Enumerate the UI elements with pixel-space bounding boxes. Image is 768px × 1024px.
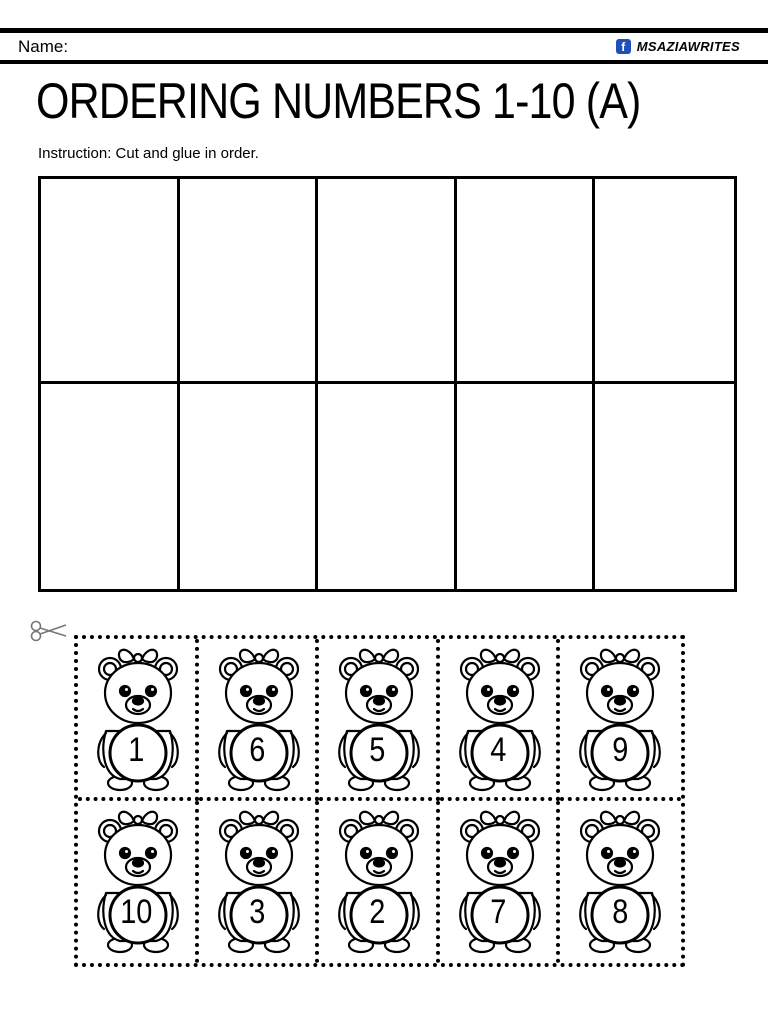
answer-cell (595, 179, 734, 384)
scissors-icon (30, 620, 68, 642)
card-number: 2 (369, 893, 386, 931)
number-card[interactable] (199, 639, 320, 801)
answer-cell (318, 179, 457, 384)
bear-icon (572, 805, 668, 957)
number-card[interactable] (560, 639, 681, 801)
bear-icon (90, 805, 186, 957)
brand-text: MSAZIAWRITES (636, 39, 740, 54)
card-number: 6 (248, 731, 265, 769)
header-bottom-rule (0, 60, 768, 64)
answer-cell (595, 384, 734, 589)
card-number: 5 (369, 731, 386, 769)
number-card[interactable] (440, 639, 561, 801)
bear-icon (331, 805, 427, 957)
number-card[interactable] (78, 639, 199, 801)
answer-cell (41, 384, 180, 589)
header-bar (0, 33, 768, 60)
facebook-icon: f (616, 39, 631, 54)
card-number: 3 (248, 893, 265, 931)
cutout-grid (74, 635, 685, 967)
answer-cell (457, 384, 596, 589)
bear-icon (572, 643, 668, 795)
card-number: 10 (120, 893, 153, 931)
answer-grid (38, 176, 737, 592)
bear-icon (452, 805, 548, 957)
card-number: 9 (612, 731, 629, 769)
bear-icon (211, 805, 307, 957)
card-number: 7 (490, 893, 507, 931)
bear-icon (211, 643, 307, 795)
instruction-text: Instruction: Cut and glue in order. (38, 145, 259, 162)
brand (616, 39, 740, 54)
answer-cell (318, 384, 457, 589)
number-card[interactable] (78, 801, 199, 963)
page-title: ORDERING NUMBERS 1-10 (A) (36, 73, 641, 129)
answer-cell (457, 179, 596, 384)
card-number: 8 (612, 893, 629, 931)
name-label: Name: (18, 36, 69, 56)
answer-cell (41, 179, 180, 384)
number-card[interactable] (560, 801, 681, 963)
bear-icon (90, 643, 186, 795)
number-card[interactable] (319, 639, 440, 801)
number-card[interactable] (319, 801, 440, 963)
answer-cell (180, 384, 319, 589)
answer-cell (180, 179, 319, 384)
card-number: 4 (490, 731, 507, 769)
number-card[interactable] (199, 801, 320, 963)
card-number: 1 (128, 731, 145, 769)
bear-icon (331, 643, 427, 795)
bear-icon (452, 643, 548, 795)
number-card[interactable] (440, 801, 561, 963)
